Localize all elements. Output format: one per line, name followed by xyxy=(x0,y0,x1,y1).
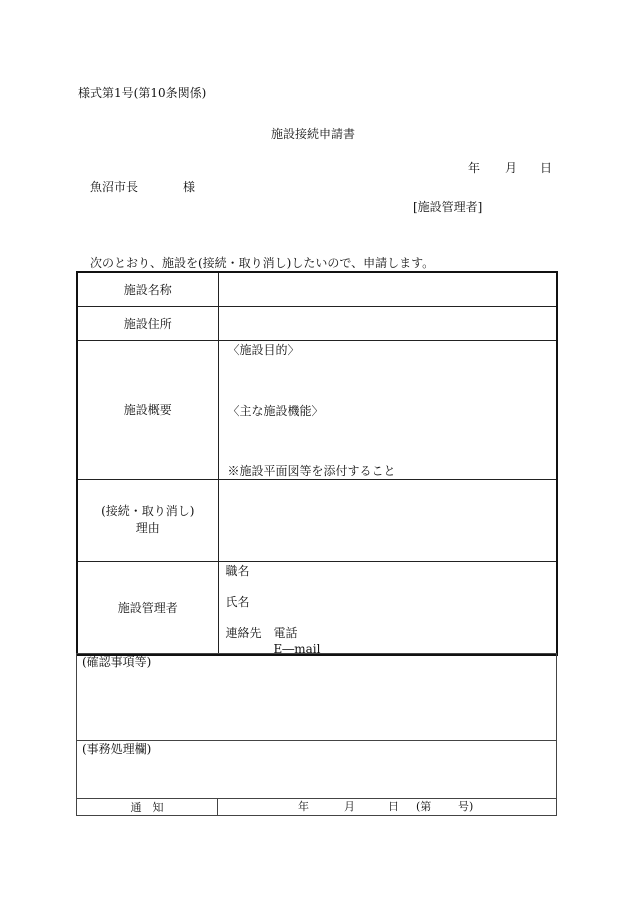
confirmation-label: (確認事項等) xyxy=(82,655,152,669)
addressee-name: 魚沼市長 xyxy=(90,180,139,194)
facility-purpose-label: 〈施設目的〉 xyxy=(227,342,300,357)
row-facility-name xyxy=(77,272,557,306)
row-manager xyxy=(77,561,557,655)
notice-number-open: (第 xyxy=(416,800,432,813)
manager-field[interactable] xyxy=(218,561,557,655)
office-use-field[interactable] xyxy=(77,741,557,799)
date-month: 月 xyxy=(505,161,518,175)
attachment-note: ※施設平面図等を添付すること xyxy=(227,463,396,478)
date-year: 年 xyxy=(468,161,481,175)
notice-number-close: 号) xyxy=(458,800,474,813)
notice-month: 月 xyxy=(344,800,355,813)
reason-label-line2: 理由 xyxy=(135,521,160,535)
confirmation-field[interactable] xyxy=(77,654,557,741)
name-label: 氏名 xyxy=(225,594,250,609)
facility-name-field[interactable] xyxy=(218,272,557,306)
notice-year: 年 xyxy=(298,800,309,813)
row-notice xyxy=(77,799,557,816)
office-section xyxy=(76,653,557,816)
reason-field[interactable] xyxy=(218,479,557,561)
page-title: 施設接続申請書 xyxy=(271,127,356,141)
applicant-label: [施設管理者] xyxy=(413,200,483,214)
row-confirmation xyxy=(77,654,557,741)
phone-label: 電話 xyxy=(273,625,298,640)
reason-label-line1: (接続・取り消し) xyxy=(101,504,195,518)
position-label: 職名 xyxy=(225,563,250,578)
facility-name-label: 施設名称 xyxy=(77,272,218,306)
facility-functions-label: 〈主な施設機能〉 xyxy=(227,403,324,418)
facility-address-label: 施設住所 xyxy=(77,306,218,340)
row-facility-address xyxy=(77,306,557,340)
form-number: 様式第1号(第10条関係) xyxy=(78,86,207,100)
facility-address-field[interactable] xyxy=(218,306,557,340)
notice-day: 日 xyxy=(388,800,399,813)
office-use-label: (事務処理欄) xyxy=(82,742,152,756)
facility-overview-field[interactable] xyxy=(218,340,557,479)
email-label: E―mail xyxy=(273,641,321,656)
addressee-honorific: 様 xyxy=(183,180,196,194)
intro-text: 次のとおり、施設を(接続・取り消し)したいので、申請します。 xyxy=(90,256,435,270)
reason-label xyxy=(77,479,218,561)
notice-field[interactable] xyxy=(218,799,557,816)
application-table xyxy=(76,271,558,656)
contact-label: 連絡先 xyxy=(225,625,262,640)
row-office-use xyxy=(77,741,557,799)
manager-label: 施設管理者 xyxy=(77,561,218,655)
notice-label: 通 知 xyxy=(77,799,218,816)
date-day: 日 xyxy=(540,161,553,175)
facility-overview-label: 施設概要 xyxy=(77,340,218,479)
row-facility-overview xyxy=(77,340,557,479)
row-reason xyxy=(77,479,557,561)
